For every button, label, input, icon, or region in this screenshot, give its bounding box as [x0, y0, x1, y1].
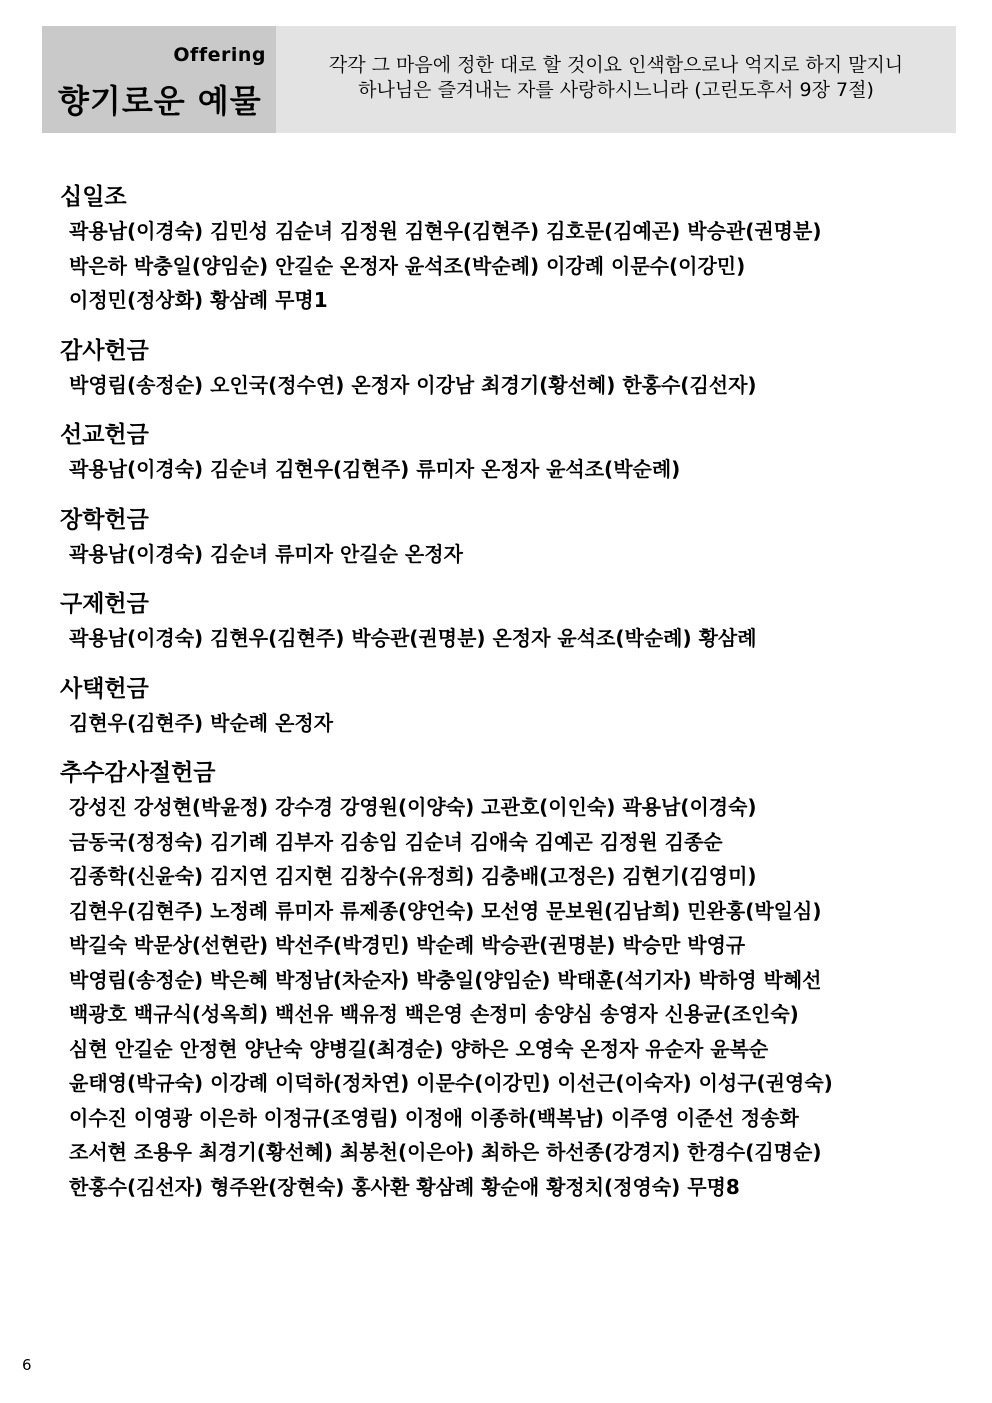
name-line: 김현우(김현주) 박순례 온정자 — [69, 710, 334, 735]
header-title-ko: 향기로운 예물 — [58, 82, 262, 120]
name-list — [60, 452, 940, 487]
offering-header — [42, 26, 956, 133]
name-line: 강성진 강성현(박윤정) 강수경 강영원(이양숙) 고관호(이인숙) 곽용남(이경숙) — [69, 795, 757, 819]
bible-verse — [276, 26, 956, 133]
header-title-block — [42, 26, 276, 133]
section-title: 장학헌금 — [60, 506, 149, 533]
section-title: 추수감사절헌금 — [60, 760, 216, 786]
name-line: 박영림(송정순) 오인국(정수연) 온정자 이강남 최경기(황선혜) 한홍수(김선자) — [69, 372, 757, 397]
header-title-en: Offering — [173, 44, 266, 66]
name-line: 이정민(정상화) 황삼례 무명1 — [69, 288, 328, 312]
name-list — [60, 706, 940, 741]
name-line: 박길숙 박문상(선현란) 박선주(박경민) 박순례 박승관(권명분) 박승만 박영규 — [69, 933, 746, 957]
name-list — [60, 790, 940, 1204]
name-line: 심현 안길순 안정현 양난숙 양병길(최경순) 양하은 오영숙 온정자 유순자 윤복순 — [69, 1036, 769, 1061]
section-title: 구제헌금 — [60, 591, 149, 617]
name-line: 곽용남(이경숙) 김순녀 김현우(김현주) 류미자 온정자 윤석조(박순례) — [69, 457, 681, 481]
name-list — [60, 621, 940, 656]
name-line: 한홍수(김선자) 형주완(장현숙) 홍사환 황삼례 황순애 황정치(정영숙) 무명8 — [69, 1174, 740, 1199]
section-tithe — [60, 180, 940, 318]
section-title: 십일조 — [60, 184, 127, 210]
name-line: 김현우(김현주) 노정례 류미자 류제종(양언숙) 모선영 문보원(김남희) 민완홍(박일심) — [69, 898, 822, 923]
section-relief — [60, 587, 940, 656]
offering-list — [60, 180, 940, 1220]
name-line: 곽용남(이경숙) 김순녀 류미자 안길순 온정자 — [69, 541, 463, 566]
section-title: 사택헌금 — [60, 675, 149, 702]
name-list — [60, 368, 940, 403]
section-harvest-thanksgiving — [60, 756, 940, 1204]
name-line: 박영림(송정순) 박은혜 박정남(차순자) 박충일(양임순) 박태훈(석기자) 박하영 박혜선 — [69, 967, 822, 992]
name-line: 백광호 백규식(성옥희) 백선유 백유정 백은영 손정미 송양심 송영자 신용균(조인숙) — [69, 1002, 799, 1026]
section-parsonage — [60, 672, 940, 741]
name-list — [60, 214, 940, 318]
name-line: 조서현 조용우 최경기(황선혜) 최봉천(이은아) 최하은 하선종(강경지) 한경수(김명순) — [69, 1140, 822, 1164]
verse-line: 각각 그 마음에 정한 대로 할 것이요 인색함으로나 억지로 하지 말지니 — [328, 53, 904, 76]
section-scholarship — [60, 503, 940, 572]
section-mission — [60, 418, 940, 487]
name-line: 곽용남(이경숙) 김민성 김순녀 김정원 김현우(김현주) 김호문(김예곤) 박승관(권명분) — [69, 219, 822, 243]
name-line: 박은하 박충일(양임순) 안길순 온정자 윤석조(박순례) 이강례 이문수(이강민) — [69, 253, 746, 278]
section-title: 감사헌금 — [60, 337, 149, 364]
section-thanksgiving — [60, 334, 940, 403]
page-number: 6 — [22, 1356, 32, 1374]
verse-line: 하나님은 즐겨내는 자를 사랑하시느니라 (고린도후서 9장 7절) — [358, 78, 874, 101]
name-line: 곽용남(이경숙) 김현우(김현주) 박승관(권명분) 온정자 윤석조(박순례) 황삼례 — [69, 626, 757, 650]
name-list — [60, 537, 940, 572]
name-line: 금동국(정정숙) 김기례 김부자 김송임 김순녀 김애숙 김예곤 김정원 김종순 — [69, 829, 723, 854]
name-line: 김종학(신윤숙) 김지연 김지현 김창수(유정희) 김충배(고정은) 김현기(김영미) — [69, 864, 757, 888]
name-line: 이수진 이영광 이은하 이정규(조영림) 이정애 이종하(백복남) 이주영 이준선 정송화 — [69, 1105, 799, 1130]
name-line: 윤태영(박규숙) 이강례 이덕하(정차연) 이문수(이강민) 이선근(이숙자) 이성구(권영숙) — [69, 1071, 833, 1095]
section-title: 선교헌금 — [60, 422, 149, 448]
